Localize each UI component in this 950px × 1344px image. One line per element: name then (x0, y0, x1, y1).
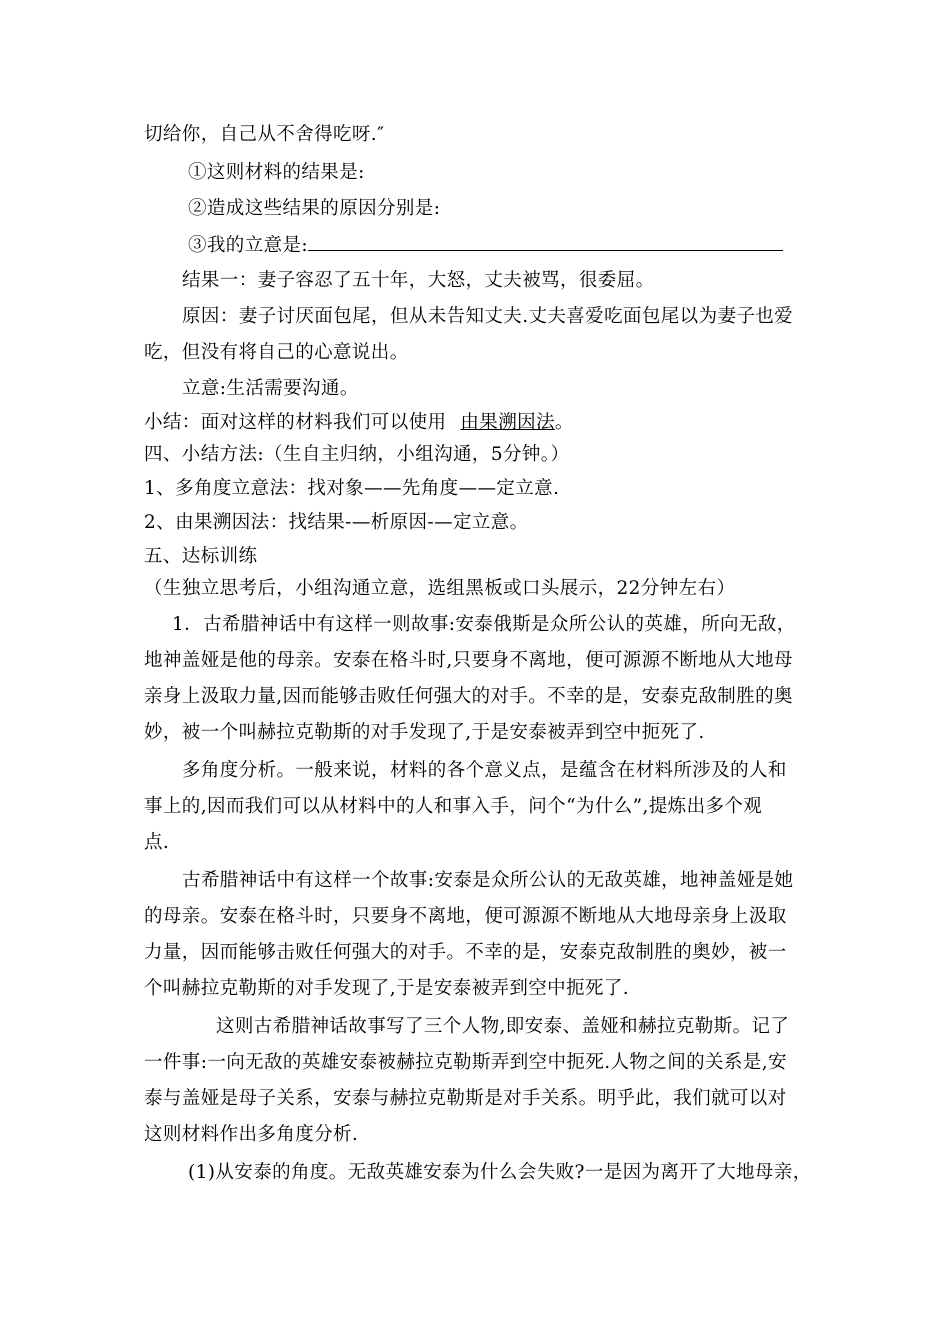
question-intent-label: ③我的立意是: (188, 235, 309, 256)
question-result: ①这则材料的结果是: (188, 162, 365, 183)
characters-line-3: 泰与盖娅是母子关系，安泰与赫拉克勒斯是对手关系。明乎此，我们就可以对 (144, 1088, 787, 1109)
analysis-line-2: 事上的,因而我们可以从材料中的人和事入手，问个“为什么”,提炼出多个观 (144, 796, 763, 817)
characters-line-1: 这则古希腊神话故事写了三个人物,即安泰、盖娅和赫拉克勒斯。记了 (216, 1016, 790, 1037)
question-intent (188, 232, 783, 259)
characters-line-4: 这则材料作出多角度分析. (144, 1124, 359, 1145)
summary-method: 由果溯因法 (460, 412, 555, 433)
angle-one-line: (1)从安泰的角度。无敌英雄安泰为什么会失败?一是因为离开了大地母亲， (188, 1162, 812, 1183)
exercise-line-1: 1．古希腊神话中有这样一则故事:安泰俄斯是众所公认的英雄，所向无敌， (172, 614, 796, 635)
method-two: 2、由果溯因法：找结果-—析原因-—定立意。 (144, 512, 529, 533)
intent-line: 立意:生活需要沟通。 (182, 378, 359, 399)
story-line-3: 力量，因而能够击败任何强大的对手。不幸的是，安泰克敌制胜的奥妙，被一 (144, 942, 787, 963)
method-one: 1、多角度立意法：找对象——先角度——定立意. (144, 478, 560, 499)
cause-line-2: 吃，但没有将自己的心意说出。 (144, 342, 409, 363)
question-cause: ②造成这些结果的原因分别是: (188, 198, 441, 219)
summary-text: 小结：面对这样的材料我们可以使用 (144, 412, 447, 433)
text-line-1: 切给你，自己从不舍得吃呀.″ (144, 124, 385, 145)
story-line-1: 古希腊神话中有这样一个故事:安泰是众所公认的无敌英雄，地神盖娅是她 (182, 870, 794, 891)
cause-line-1: 原因：妻子讨厌面包尾，但从未告知丈夫.丈夫喜爱吃面包尾以为妻子也爱 (182, 306, 794, 327)
answer-blank-line (308, 232, 783, 251)
summary-end: 。 (554, 412, 574, 433)
result-one: 结果一：妻子容忍了五十年，大怒，丈夫被骂，很委屈。 (182, 270, 655, 291)
exercise-line-4: 妙，被一个叫赫拉克勒斯的对手发现了,于是安泰被弄到空中扼死了. (144, 722, 705, 743)
exercise-line-3: 亲身上汲取力量,因而能够击败任何强大的对手。不幸的是，安泰克敌制胜的奥 (144, 686, 793, 707)
exercise-line-2: 地神盖娅是他的母亲。安泰在格斗时,只要身不离地，便可源源不断地从大地母 (144, 650, 793, 671)
characters-line-2: 一件事:一向无敌的英雄安泰被赫拉克勒斯弄到空中扼死.人物之间的关系是,安 (144, 1052, 787, 1073)
analysis-line-1: 多角度分析。一般来说，材料的各个意义点，是蕴含在材料所涉及的人和 (182, 760, 787, 781)
training-instructions: （生独立思考后，小组沟通立意，选组黑板或口头展示，22分钟左右） (144, 578, 736, 599)
story-line-2: 的母亲。安泰在格斗时，只要身不离地，便可源源不断地从大地母亲身上汲取 (144, 906, 787, 927)
section-four-heading: 四、小结方法:（生自主归纳，小组沟通，5分钟。） (144, 444, 570, 465)
summary-line (144, 410, 574, 436)
analysis-line-3: 点. (144, 832, 170, 853)
section-five-heading: 五、达标训练 (144, 546, 258, 567)
story-line-4: 个叫赫拉克勒斯的对手发现了,于是安泰被弄到空中扼死了. (144, 978, 630, 999)
